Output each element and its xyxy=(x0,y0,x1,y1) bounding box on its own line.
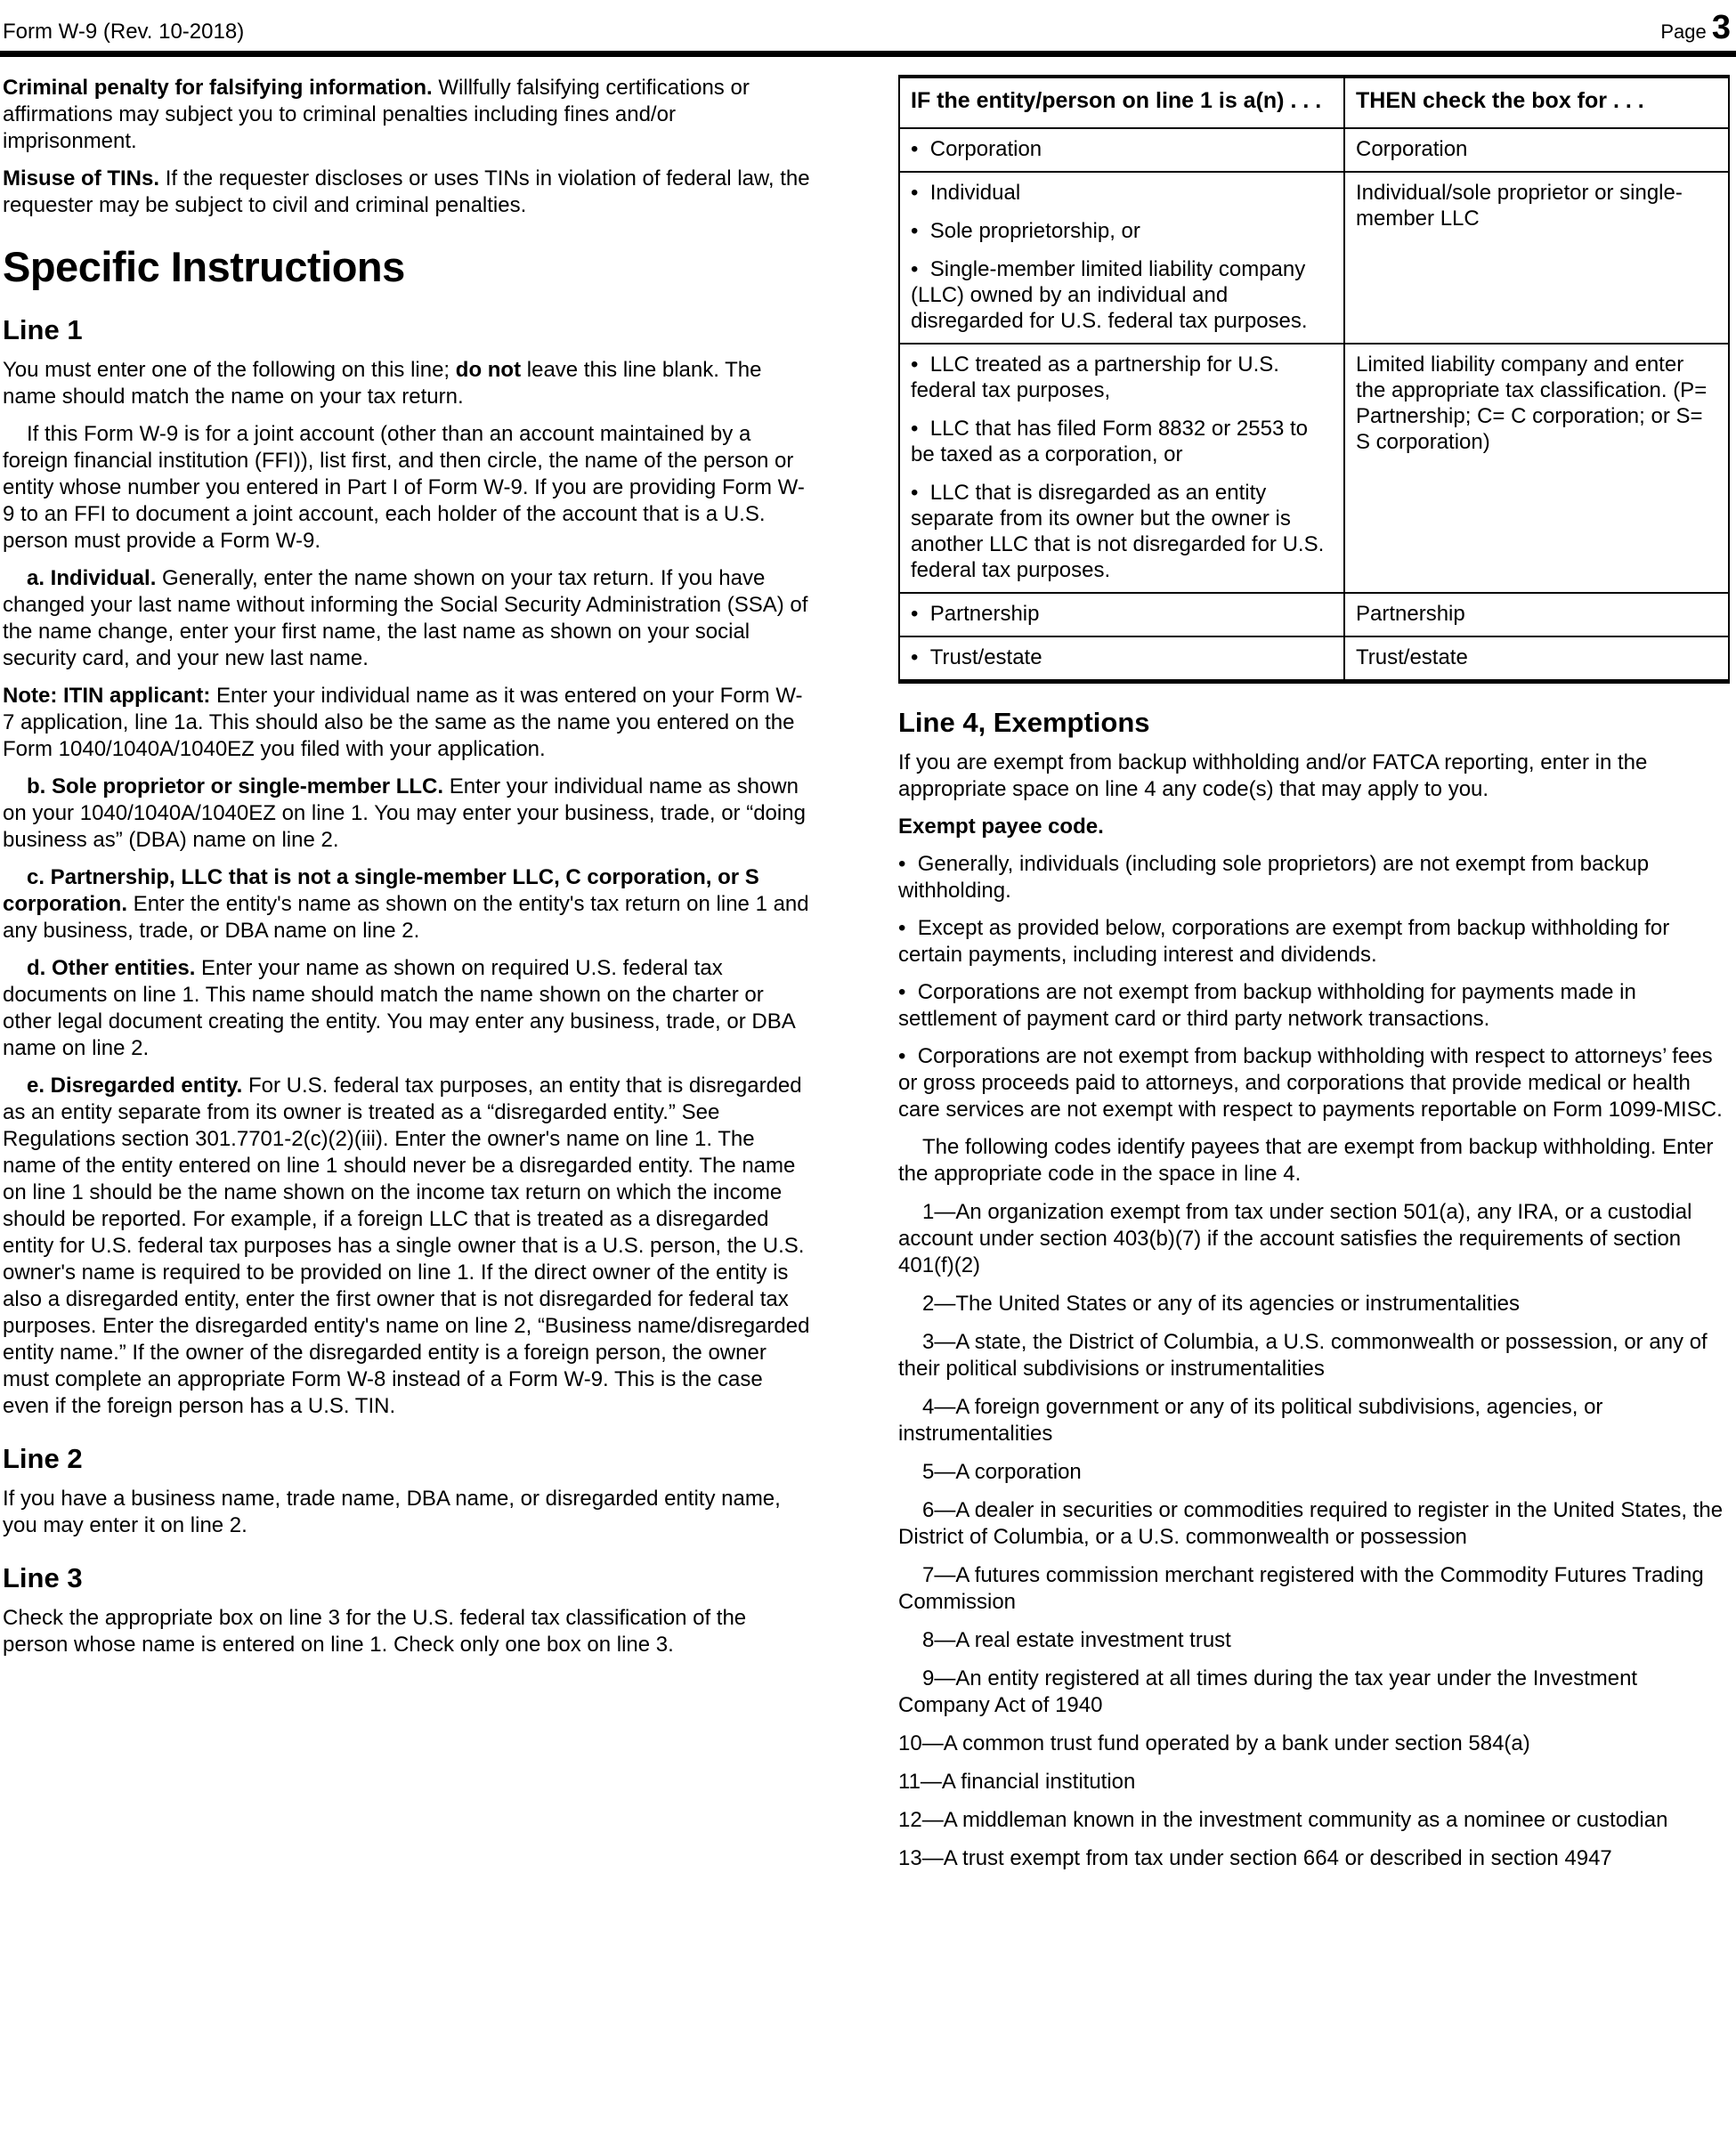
paragraph xyxy=(898,814,1730,840)
bullet-icon: • xyxy=(898,1044,906,1068)
paragraph xyxy=(3,864,813,944)
exempt-code-item xyxy=(898,1807,1730,1834)
then-cell: Limited liability company and enter the appropriate tax classification. (P= Partnership; C= C corporation; or S= S corporation) xyxy=(1344,344,1729,593)
exempt-code-item xyxy=(898,1497,1730,1551)
exempt-code-item xyxy=(898,1845,1730,1872)
text-run: Enter your name as shown on required U.S. federal tax documents on line 1. This name should match the name shown on the charter or other legal document creating the entity. You may enter any business, trade, or DBA name on line 2. xyxy=(3,956,795,1060)
bullet-icon: • xyxy=(898,852,906,876)
bullet-icon: • xyxy=(911,645,919,669)
bullet-item: • LLC treated as a partnership for U.S. federal tax purposes, xyxy=(911,353,1279,402)
bullet-item xyxy=(898,1043,1730,1123)
text-run: You must enter one of the following on this line; xyxy=(3,358,456,382)
bold-run: Exempt payee code. xyxy=(898,815,1104,839)
bold-run: d. Other entities. xyxy=(27,956,196,980)
table-row xyxy=(899,636,1729,682)
bullet-item: • Corporation xyxy=(911,137,1042,161)
bullet-icon: • xyxy=(911,181,919,205)
bullet-icon: • xyxy=(911,602,919,626)
paragraph xyxy=(3,421,813,555)
bullet-icon: • xyxy=(911,257,919,281)
bullet-icon: • xyxy=(911,417,919,441)
exempt-code-item xyxy=(898,1666,1730,1719)
text-run: Check the appropriate box on line 3 for the U.S. federal tax classification of the person whose name is entered on line 1. Check only one box on line 3. xyxy=(3,1606,747,1657)
text-run: Enter the entity's name as shown on the entity's tax return on line 1 and any business, trade, or DBA name on line 2. xyxy=(3,892,809,943)
bullet-item: • Single-member limited liability company (LLC) owned by an individual and disregarded for U.S. federal tax purposes. xyxy=(911,257,1308,333)
text-run: leave this line blank. The name should match the name on your tax return. xyxy=(3,358,762,409)
bullet-item: • LLC that has filed Form 8832 or 2553 to be taxed as a corporation, or xyxy=(911,417,1308,466)
paragraph xyxy=(3,683,813,763)
bold-run: Criminal penalty for falsifying information. xyxy=(3,76,433,100)
paragraph xyxy=(3,774,813,854)
paragraph xyxy=(3,565,813,672)
bullet-item: • Sole proprietorship, or xyxy=(911,219,1140,243)
bold-run: Note: ITIN applicant: xyxy=(3,684,211,708)
paragraph xyxy=(3,955,813,1062)
if-cell xyxy=(899,172,1344,344)
content-columns xyxy=(0,57,1736,1884)
subsection-heading: Line 1 xyxy=(3,314,83,345)
exempt-code-item xyxy=(898,1731,1730,1757)
then-cell: Individual/sole proprietor or single-member LLC xyxy=(1344,172,1729,344)
text-run: The following codes identify payees that are exempt from backup withholding. Enter the appropriate code in the space in line 4. xyxy=(898,1135,1714,1186)
text-run: If this Form W-9 is for a joint account (other than an account maintained by a foreign financial institution (FFI)), list first, and then circle, the name of the person or entity whose number you entered in Part I of Form W-9. If you are providing Form W-9 to an FFI to document a joint account, each holder of the account that is a U.S. person must provide a Form W-9. xyxy=(3,422,805,553)
table-row xyxy=(899,593,1729,636)
exempt-code-item xyxy=(898,1627,1730,1654)
left-column xyxy=(3,57,813,1884)
if-cell xyxy=(899,593,1344,636)
then-cell: Trust/estate xyxy=(1344,636,1729,682)
text-run: If you have a business name, trade name, DBA name, or disregarded entity name, you may enter it on line 2. xyxy=(3,1487,781,1537)
if-cell xyxy=(899,344,1344,593)
text-run: 8—A real estate investment trust xyxy=(922,1628,1231,1652)
then-cell: Partnership xyxy=(1344,593,1729,636)
text-run: 5—A corporation xyxy=(922,1460,1082,1484)
text-run: Enter your individual name as shown on your 1040/1040A/1040EZ on line 1. You may enter your business, trade, or “doing business as” (DBA) name on line 2. xyxy=(3,774,806,852)
paragraph xyxy=(898,1134,1730,1188)
bullet-item xyxy=(898,851,1730,904)
entity-classification-table xyxy=(898,75,1730,684)
paragraph xyxy=(898,750,1730,803)
table-header-row xyxy=(899,77,1729,128)
bullet-item xyxy=(898,979,1730,1033)
bullet-icon: • xyxy=(911,137,919,161)
paragraph xyxy=(3,166,813,219)
bullet-icon: • xyxy=(911,481,919,505)
paragraph xyxy=(3,75,813,155)
text-run: For U.S. federal tax purposes, an entity that is disregarded as an entity separate from its owner is treated as a “disregarded entity.” See Regulations section 301.7701-2(c)(2)(iii). Enter the owner's name on line 1. The name of the entity entered on line 1 should never be a disregarded entity. The name on line 1 should be the name shown on the income tax return on which the income should be reported. For example, if a foreign LLC that is treated as a disregarded entity for U.S. federal tax purposes has a single owner that is a U.S. person, the U.S. owner's name is required to be provided on line 1. If the direct owner of the entity is also a disregarded entity, enter the first owner that is not disregarded for federal tax purposes. Enter the disregarded entity's name on line 2, “Business name/disregarded entity name.” If the owner of the disregarded entity is a foreign person, the owner must complete an appropriate Form W-8 instead of a Form W-9. This is the case even if the foreign person has a U.S. TIN. xyxy=(3,1074,810,1418)
table-header-then: THEN check the box for . . . xyxy=(1344,77,1729,128)
subsection-heading: Line 4, Exemptions xyxy=(898,707,1150,738)
form-revision-title: Form W-9 (Rev. 10-2018) xyxy=(3,20,245,44)
exempt-code-item xyxy=(898,1562,1730,1616)
text-run: If you are exempt from backup withholding and/or FATCA reporting, enter in the appropriate space on line 4 any code(s) that may apply to you. xyxy=(898,750,1648,801)
bullet-item: • Individual xyxy=(911,181,1021,205)
paragraph xyxy=(3,357,813,410)
exempt-code-item xyxy=(898,1329,1730,1382)
text-run: Corporations are not exempt from backup withholding with respect to attorneys’ fees or gross proceeds paid to attorneys, and corporations that provide medical or health care services are not exempt with respect to payments reportable on Form 1099-MISC. xyxy=(898,1044,1723,1122)
text-run: 3—A state, the District of Columbia, a U.S. commonwealth or possession, or any of their political subdivisions or instrumentalities xyxy=(898,1330,1708,1381)
text-run: Enter your individual name as it was entered on your Form W-7 application, line 1a. This should also be the same as the name you entered on the Form 1040/1040A/1040EZ you filed with your application. xyxy=(3,684,803,761)
paragraph xyxy=(3,1486,813,1539)
page-label: Page xyxy=(1660,20,1707,43)
text-run: 1—An organization exempt from tax under section 501(a), any IRA, or a custodial account under section 403(b)(7) if the account satisfies the requirements of section 401(f)(2) xyxy=(898,1200,1692,1277)
paragraph xyxy=(3,1605,813,1658)
bullet-icon: • xyxy=(911,353,919,377)
subsection-heading: Line 3 xyxy=(3,1562,83,1593)
bullet-item: • LLC that is disregarded as an entity separate from its owner but the owner is another LLC that is not disregarded for U.S. federal tax purposes. xyxy=(911,481,1325,582)
exempt-code-item xyxy=(898,1769,1730,1795)
page-indicator xyxy=(1660,9,1731,47)
text-run: Except as provided below, corporations are exempt from backup withholding for certain payments, including interest and dividends. xyxy=(898,916,1670,967)
bullet-icon: • xyxy=(898,916,906,940)
subsection-heading: Line 2 xyxy=(3,1443,83,1474)
section-heading: Specific Instructions xyxy=(3,243,405,290)
bold-run: b. Sole proprietor or single-member LLC. xyxy=(27,774,444,798)
table-row xyxy=(899,128,1729,172)
text-run: Corporations are not exempt from backup withholding for payments made in settlement of payment card or third party network transactions. xyxy=(898,980,1636,1031)
text-run: Generally, enter the name shown on your tax return. If you have changed your last name without informing the Social Security Administration (SSA) of the name change, enter your first name, the last name as shown on your social security card, and your new last name. xyxy=(3,566,808,670)
text-run: 12—A middleman known in the investment community as a nominee or custodian xyxy=(898,1808,1668,1832)
table-row xyxy=(899,172,1729,344)
text-run: 13—A trust exempt from tax under section 664 or described in section 4947 xyxy=(898,1846,1612,1870)
bullet-item: • Partnership xyxy=(911,602,1040,626)
exempt-code-item xyxy=(898,1291,1730,1317)
if-cell xyxy=(899,128,1344,172)
page-header xyxy=(0,0,1736,51)
table-header-if: IF the entity/person on line 1 is a(n) . . . xyxy=(899,77,1344,128)
text-run: 7—A futures commission merchant registered with the Commodity Futures Trading Commission xyxy=(898,1563,1704,1614)
bold-run: e. Disregarded entity. xyxy=(27,1074,243,1098)
text-run: 10—A common trust fund operated by a bank under section 584(a) xyxy=(898,1731,1530,1755)
text-run: 9—An entity registered at all times during the tax year under the Investment Company Act of 1940 xyxy=(898,1666,1638,1717)
text-run: 4—A foreign government or any of its political subdivisions, agencies, or instrumentalities xyxy=(898,1395,1603,1446)
text-run: Willfully falsifying certifications or affirmations may subject you to criminal penalties including fines and/or imprisonment. xyxy=(3,76,750,153)
bold-run: do not xyxy=(455,358,522,382)
bullet-icon: • xyxy=(911,219,919,243)
page-number: 3 xyxy=(1711,9,1731,46)
bold-run: Misuse of TINs. xyxy=(3,166,160,190)
then-cell: Corporation xyxy=(1344,128,1729,172)
bullet-item xyxy=(898,915,1730,969)
bullet-item: • Trust/estate xyxy=(911,645,1042,669)
header-rule xyxy=(0,51,1736,57)
bold-run: c. Partnership, LLC that is not a single-member LLC, C corporation, or S corporation. xyxy=(3,865,759,916)
paragraph xyxy=(3,1073,813,1420)
bullet-icon: • xyxy=(898,980,906,1004)
text-run: 2—The United States or any of its agencies or instrumentalities xyxy=(922,1292,1520,1316)
text-run: Generally, individuals (including sole proprietors) are not exempt from backup withholding. xyxy=(898,852,1650,903)
exempt-code-item xyxy=(898,1199,1730,1279)
text-run: If the requester discloses or uses TINs in violation of federal law, the requester may be subject to civil and criminal penalties. xyxy=(3,166,810,217)
exempt-code-item xyxy=(898,1459,1730,1486)
bold-run: a. Individual. xyxy=(27,566,157,590)
if-cell xyxy=(899,636,1344,682)
exempt-code-item xyxy=(898,1394,1730,1447)
right-column xyxy=(898,57,1730,1884)
text-run: 6—A dealer in securities or commodities required to register in the United States, the District of Columbia, or a U.S. commonwealth or possession xyxy=(898,1498,1724,1549)
text-run: 11—A financial institution xyxy=(898,1770,1136,1794)
table-row xyxy=(899,344,1729,593)
